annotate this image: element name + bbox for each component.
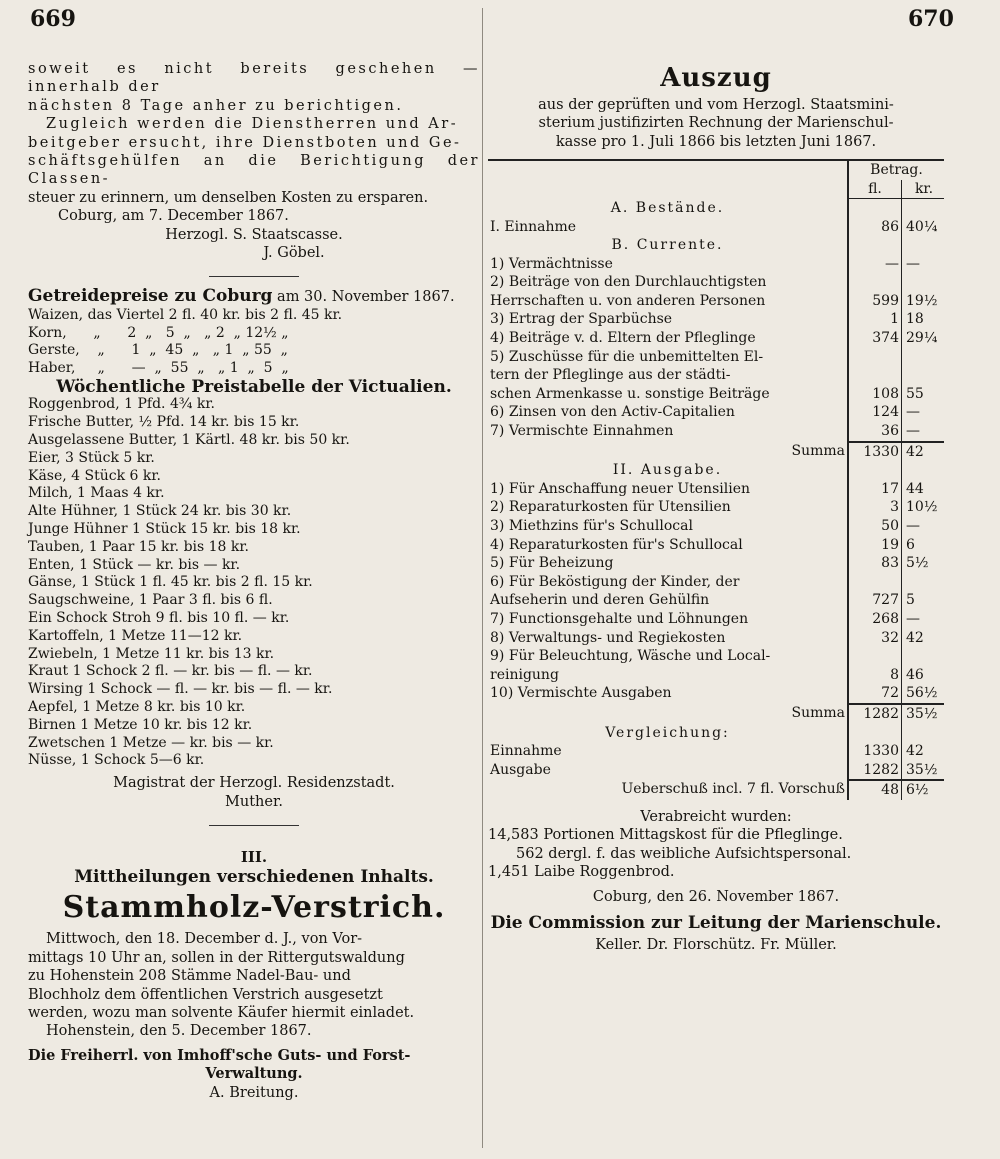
row-label: Einnahme [490,743,562,760]
summa-row [488,442,944,462]
table-row [488,573,944,592]
kr-value: — [906,518,920,534]
section-title: Mittheilungen verschiedenen Inhalts. [74,867,434,888]
fl-value: 124 [848,403,902,422]
notice-line: soweit es nicht bereits geschehen — innerhalb der [28,61,480,96]
auction-title: Stammholz-Verstrich. [62,890,446,926]
kr-value: 44 [906,480,924,497]
notice-line: beitgeber ersucht, ihre Dienstboten und Ge- [28,134,462,151]
fl-value: 19 [848,536,902,555]
kr-value [902,573,945,592]
row-label: Herrschaften u. von anderen Personen [490,292,766,309]
kr-value [902,366,945,385]
table-row [488,742,944,761]
table-row [488,629,944,648]
table-row [488,666,944,685]
auction-date: Hohenstein, den 5. December 1867. [46,1023,312,1040]
victual-line: Wirsing 1 Schock — fl. — kr. bis — fl. — kr. [28,681,333,698]
fl-value: 1282 [848,704,902,724]
grain-line: Gerste, „ 1 „ 45 „ „ 1 „ 55 „ [28,342,288,359]
fl-value [848,236,902,255]
fl-value: 1330 [848,742,902,761]
page-number-left: 669 [30,6,76,32]
column-divider [482,8,483,1148]
table-row [488,610,944,629]
fl-value: — [848,255,902,274]
row-label: 3) Ertrag der Sparbüchse [490,311,673,328]
fl-value: 8 [848,666,902,685]
fl-value [848,647,902,666]
accounts-date: Coburg, den 26. November 1867. [592,888,840,905]
table-row [488,554,944,573]
betrag-header: Betrag. [848,160,944,180]
table-row [488,684,944,704]
kr-value [902,199,945,218]
row-label: Ueberschuß incl. 7 fl. Vorschuß [621,781,845,798]
kr-value: 29¼ [906,330,938,347]
table-row [488,292,944,311]
victual-line: Ausgelassene Butter, 1 Kärtl. 48 kr. bis 50 kr. [28,432,350,449]
kr-value: — [906,404,920,421]
fl-value: 32 [848,629,902,648]
intro-line: aus der geprüften und vom Herzogl. Staatsmini- [538,97,894,113]
kr-value: 42 [902,442,945,462]
row-label: 4) Reparaturkosten für's Schullocal [490,536,743,553]
row-label: 7) Vermischte Einnahmen [490,423,674,440]
kr-header: kr. [902,180,945,199]
row-label: 5) Für Beheizung [490,555,614,572]
table-row [488,403,944,422]
table-row [488,517,944,536]
left-column [28,60,480,1102]
fl-value: 1330 [848,442,902,462]
served-line: 562 dergl. f. das weibliche Aufsichtspersonal. [516,845,852,862]
commission-line: Die Commission zur Leitung der Marienschule. [490,912,942,933]
summa-row [488,704,944,724]
victual-line: Käse, 4 Stück 6 kr. [28,467,161,484]
row-label: Ausgabe [490,761,551,778]
fl-value: 374 [848,329,902,348]
kr-value [902,348,945,367]
fl-value: 17 [848,480,902,499]
table-row [488,536,944,555]
row-label: 3) Miethzins für's Schullocal [490,518,693,534]
section-heading [488,199,944,218]
fl-value: 108 [848,385,902,404]
accounts-title: Auszug [660,63,772,93]
row-label: tern der Pfleglinge aus der städti- [490,367,731,384]
kr-value [902,236,945,255]
fl-value: 1 [848,310,902,329]
kr-value: 40¼ [906,218,938,235]
row-label: 2) Beiträge von den Durchlauchtigsten [490,274,767,291]
served-line: 1,451 Laibe Roggenbrod. [488,864,675,881]
table-row [488,591,944,610]
row-label: Aufseherin und deren Gehülfin [490,592,710,609]
victual-line: Nüsse, 1 Schock 5—6 kr. [28,752,205,769]
auction-line: mittags 10 Uhr an, sollen in der Rittergutswaldung [28,949,405,966]
row-label: 6) Zinsen von den Activ-Capitalien [490,404,735,421]
magistrat-signature: Muther. [225,793,283,810]
fl-value [848,366,902,385]
notice-office: Herzogl. S. Staatscasse. [165,226,343,243]
row-label: 1) Vermächtnisse [490,255,613,272]
accounts-table [488,159,944,800]
section-heading [488,461,944,480]
intro-line: sterium justifizirten Rechnung der Marienschul- [538,115,894,132]
victual-line: Alte Hühner, 1 Stück 24 kr. bis 30 kr. [28,503,292,520]
grain-prices [28,287,480,378]
row-label: Summa [791,442,845,459]
fl-value [848,199,902,218]
auction-line: Blochholz dem öffentlichen Verstrich ausgesetzt [28,986,383,1003]
victual-line: Saugschweine, 1 Paar 3 fl. bis 6 fl. [28,592,273,609]
grain-line: Haber, „ — „ 55 „ „ 1 „ 5 „ [28,360,289,377]
section-number: III. [240,848,268,867]
auction-sign: Verwaltung. [205,1065,303,1083]
victual-title: Wöchentliche Preistabelle der Victualien. [56,377,452,398]
notice-line: nächsten 8 Tage anher zu berichtigen. [28,97,404,114]
row-label: reinigung [490,666,559,683]
row-label: A. Bestände. [610,199,725,216]
table-row [488,422,944,442]
kr-value: 56½ [906,685,938,702]
row-label: 10) Vermischte Ausgaben [490,685,672,702]
auction-line: Mittwoch, den 18. December d. J., von Vor- [46,931,363,948]
table-row [488,647,944,666]
grain-line: Korn, „ 2 „ 5 „ „ 2 „ 12½ „ [28,324,289,341]
fl-value [848,348,902,367]
fl-value [848,724,902,743]
kr-value: 35½ [906,761,938,778]
kr-value: 6 [906,536,915,553]
kr-value: 46 [906,666,924,683]
notice-date: Coburg, am 7. December 1867. [58,208,289,225]
victual-line: Eier, 3 Stück 5 kr. [28,449,155,466]
kr-value: — [906,255,920,272]
kr-value: 6½ [902,780,945,800]
victual-line: Junge Hühner 1 Stück 15 kr. bis 18 kr. [28,521,301,538]
notice-line: schäftsgehülfen an die Berichtigung der Classen- [28,153,480,188]
victual-prices [28,378,480,811]
row-label: 1) Für Anschaffung neuer Utensilien [490,480,750,497]
fl-value: 36 [848,422,902,442]
table-row [488,273,944,292]
victual-line: Roggenbrod, 1 Pfd. 4¾ kr. [28,396,215,413]
table-row [488,385,944,404]
victual-line: Milch, 1 Maas 4 kr. [28,485,165,502]
section-heading [488,724,944,743]
magistrat-line: Magistrat der Herzogl. Residenzstadt. [113,775,395,792]
row-label: 6) Für Beköstigung der Kinder, der [490,573,740,590]
victual-line: Aepfel, 1 Metze 8 kr. bis 10 kr. [28,699,246,716]
auction-notice [28,930,480,1102]
fl-value [848,273,902,292]
kr-value: 10½ [906,499,938,516]
fl-header: fl. [848,180,902,199]
fl-value: 48 [848,780,902,800]
victual-line: Birnen 1 Metze 10 kr. bis 12 kr. [28,716,253,733]
row-label: 9) Für Beleuchtung, Wäsche und Local- [490,648,771,665]
kr-value: 5½ [906,555,929,572]
victual-list [28,396,480,770]
table-row [488,218,944,237]
kr-value: 42 [906,743,924,760]
auction-line: zu Hohenstein 208 Stämme Nadel-Bau- und [28,968,351,985]
fl-value: 599 [848,292,902,311]
table-row [488,498,944,517]
kr-value: 19½ [906,292,938,309]
table-row [488,310,944,329]
fl-value: 3 [848,498,902,517]
intro-line: kasse pro 1. Juli 1866 bis letzten Juni 1867. [555,133,877,150]
row-label: I. Einnahme [490,218,577,235]
kr-value [902,724,945,743]
victual-line: Tauben, 1 Paar 15 kr. bis 18 kr. [28,538,249,555]
row-label: 4) Beiträge v. d. Eltern der Pfleglinge [490,330,756,347]
victual-line: Zwetschen 1 Metze — kr. bis — kr. [28,734,274,751]
victual-line: Enten, 1 Stück — kr. bis — kr. [28,556,241,573]
row-label: II. Ausgabe. [612,462,723,479]
notice-signature: J. Göbel. [263,245,325,262]
notice-line: steuer zu erinnern, um denselben Kosten zu ersparen. [28,189,429,206]
section-heading [488,236,944,255]
row-label: schen Armenkasse u. sonstige Beiträge [490,385,770,402]
kr-value [902,461,945,480]
kr-value: 18 [906,311,924,328]
table-row [488,480,944,499]
kr-value: 35½ [902,704,945,724]
fl-value: 268 [848,610,902,629]
auction-sign: Die Freiherrl. von Imhoff'sche Guts- und Forst- [28,1046,411,1064]
auction-sign: A. Breitung. [209,1084,299,1101]
served-summary [488,808,944,955]
victual-line: Kraut 1 Schock 2 fl. — kr. bis — fl. — kr. [28,663,313,680]
kr-value [902,647,945,666]
fl-value: 72 [848,684,902,704]
table-row [488,348,944,367]
fl-value: 727 [848,591,902,610]
fl-value [848,461,902,480]
fl-value: 50 [848,517,902,536]
victual-line: Zwiebeln, 1 Metze 11 kr. bis 13 kr. [28,645,275,662]
kr-value: 5 [906,592,915,609]
victual-line: Ein Schock Stroh 9 fl. bis 10 fl. — kr. [28,610,290,627]
kr-value: — [906,423,920,440]
row-label: 7) Functionsgehalte und Löhnungen [490,610,749,627]
table-row [488,255,944,274]
table-row [488,366,944,385]
kr-value: — [906,610,920,627]
row-label: Vergleichung: [605,724,730,741]
separator [209,825,299,826]
grain-title: Getreidepreise zu Coburg [28,286,273,307]
tax-notice [28,60,480,262]
fl-value: 1282 [848,761,902,781]
page-number-right: 670 [908,6,954,32]
grain-date: am 30. November 1867. [277,289,455,306]
auction-line: werden, wozu man solvente Käufer hiermit einladet. [28,1005,415,1022]
row-label: Summa [791,704,845,721]
kr-value [902,273,945,292]
notice-line: Zugleich werden die Dienstherren und Ar- [46,116,459,133]
grain-line: Waizen, das Viertel 2 fl. 40 kr. bis 2 fl. 45 kr. [28,306,343,323]
table-row [488,761,944,781]
row-label: 2) Reparaturkosten für Utensilien [490,499,731,516]
row-label: B. Currente. [611,237,724,254]
table-row [488,329,944,348]
row-label: 8) Verwaltungs- und Regiekosten [490,629,726,646]
victual-line: Kartoffeln, 1 Metze 11—12 kr. [28,627,243,644]
victual-line: Gänse, 1 Stück 1 fl. 45 kr. bis 2 fl. 15 kr. [28,574,313,591]
fl-value [848,573,902,592]
signers-line: Keller. Dr. Florschütz. Fr. Müller. [595,937,837,954]
served-title: Verabreicht wurden: [640,808,792,825]
served-line: 14,583 Portionen Mittagskost für die Pfleglinge. [488,827,843,844]
victual-line: Frische Butter, ½ Pfd. 14 kr. bis 15 kr. [28,414,300,431]
separator [209,276,299,277]
fl-value: 83 [848,554,902,573]
row-label: 5) Zuschüsse für die unbemittelten El- [490,348,764,365]
surplus-row [488,780,944,800]
kr-value: 55 [906,385,924,402]
fl-value: 86 [848,218,902,237]
kr-value: 42 [906,629,924,646]
right-column [488,60,944,955]
